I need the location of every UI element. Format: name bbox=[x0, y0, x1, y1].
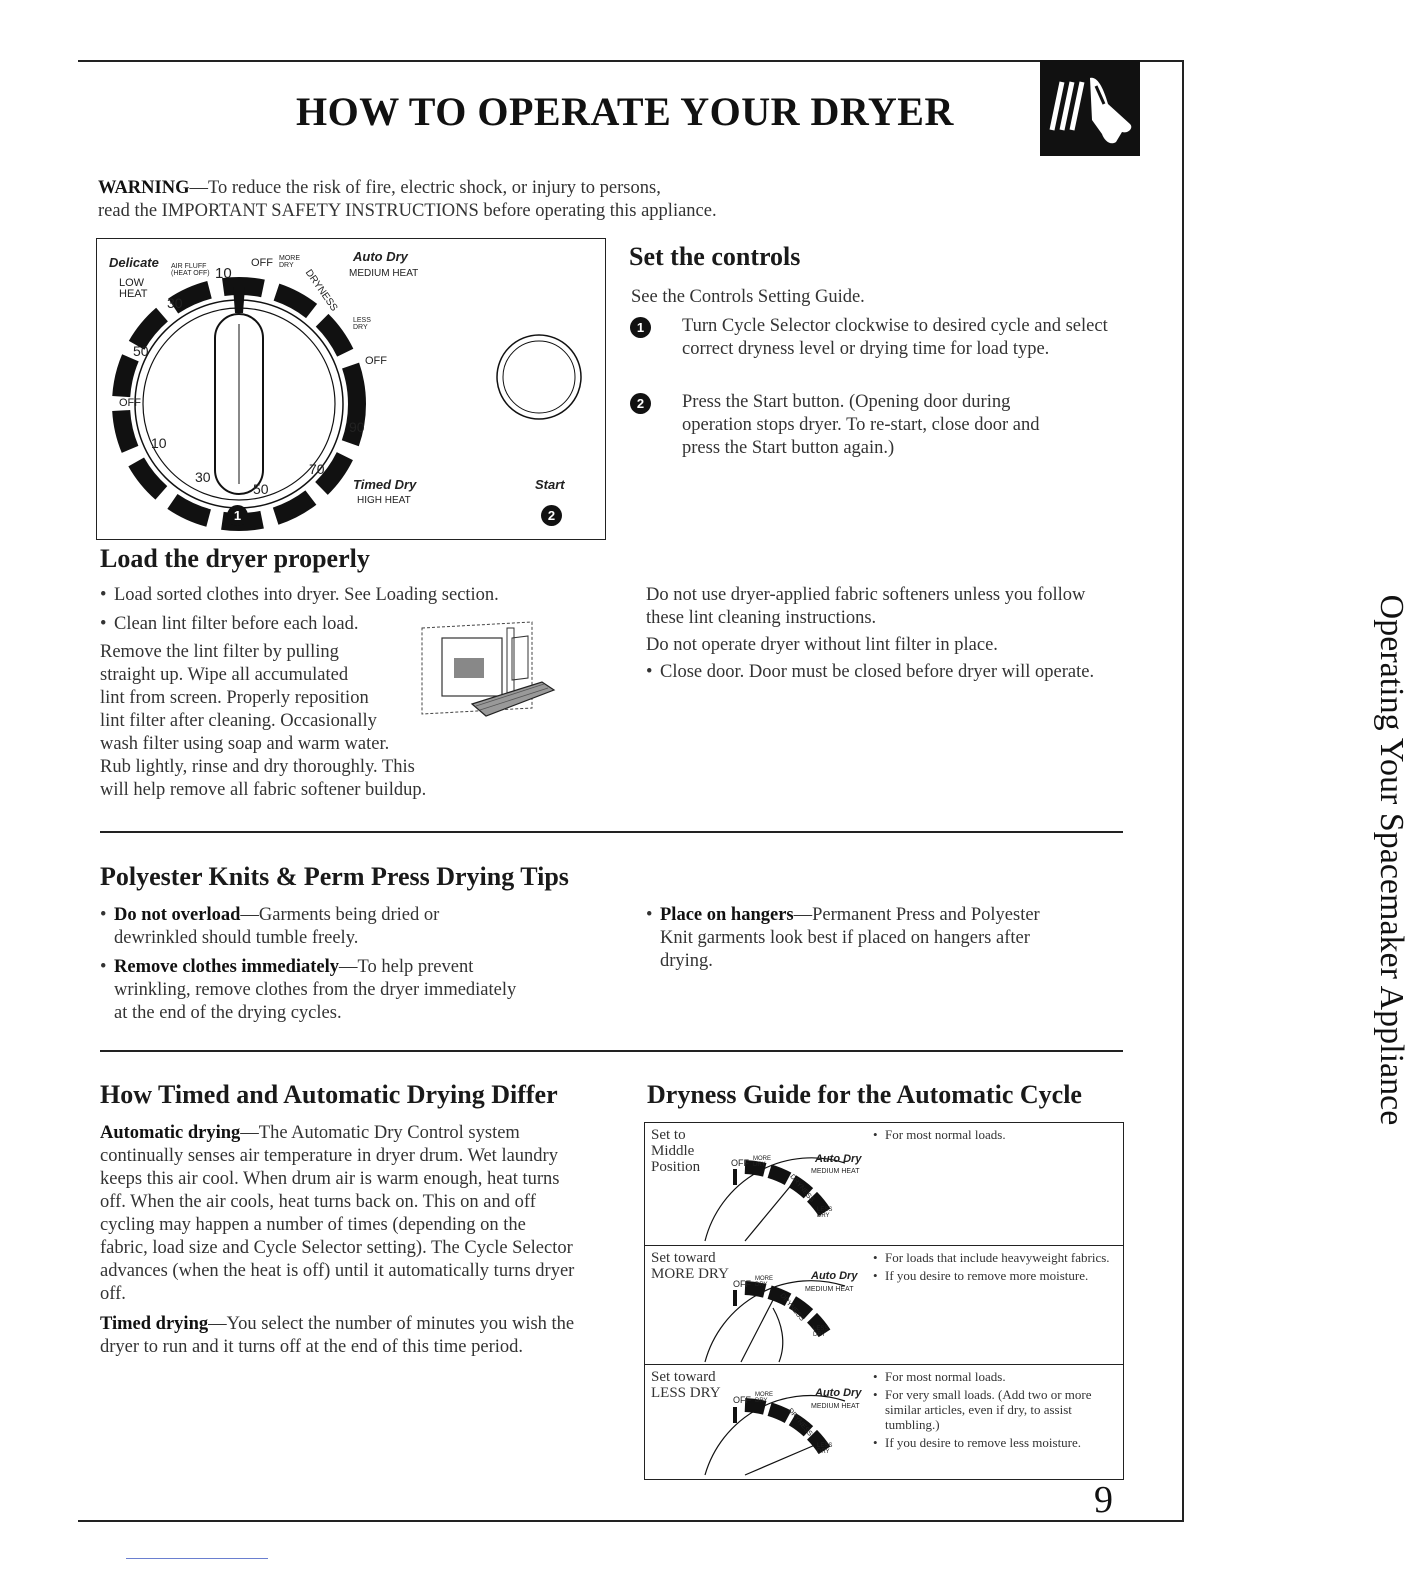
overload-text: —Garments being dried or dewrinkled should tumble freely. bbox=[114, 905, 440, 948]
automatic-drying-lead: Automatic drying bbox=[100, 1123, 241, 1143]
control-panel-diagram bbox=[96, 238, 606, 540]
load-bullet-1: • Load sorted clothes into dryer. See Loading section. bbox=[100, 584, 580, 607]
dial-2-medium: MEDIUM HEAT bbox=[805, 1286, 854, 1293]
dial-2-auto: Auto Dry bbox=[811, 1270, 858, 1282]
timed-dry-label: Timed Dry bbox=[353, 477, 417, 492]
timed-auto-heading: How Timed and Automatic Drying Differ bbox=[100, 1080, 558, 1109]
timed-auto-body bbox=[100, 1122, 578, 1359]
more-dry-label: MORE DRY bbox=[279, 255, 300, 269]
polyester-tip-2 bbox=[100, 956, 520, 1025]
medium-heat-label: MEDIUM HEAT bbox=[349, 268, 419, 279]
marker-1: 1 bbox=[227, 505, 248, 526]
set-controls-intro: See the Controls Setting Guide. bbox=[631, 287, 865, 307]
step-1-text: Turn Cycle Selector clockwise to desired cycle and select correct dryness level or drying time for load type. bbox=[682, 316, 1108, 359]
dryness-row-2-label: Set toward MORE DRY bbox=[651, 1250, 729, 1282]
dryness-row-2-notes bbox=[873, 1250, 1121, 1286]
dryness-row-1-note-1: • For most normal loads. bbox=[873, 1127, 1121, 1142]
dial-1-medium: MEDIUM HEAT bbox=[811, 1168, 860, 1175]
hand-pointer-icon bbox=[1040, 60, 1140, 156]
remove-lead: Remove clothes immediately bbox=[114, 957, 340, 977]
lint-line-6: Rub lightly, rinse and dry thoroughly. This bbox=[100, 757, 415, 777]
dial-3-auto: Auto Dry bbox=[815, 1387, 862, 1399]
side-tab-text: Operating Your Spacemaker Appliance bbox=[1373, 594, 1410, 1126]
load-dryer-heading: Load the dryer properly bbox=[100, 544, 370, 573]
high-heat-label: HIGH HEAT bbox=[357, 495, 411, 506]
step-2-marker: 2 bbox=[630, 393, 651, 414]
automatic-drying-text: —The Automatic Dry Control system continually senses air temperature in dryer drum. Wet laundry keeps this air cool. When drum air is warm enough, heat turns off. When the air cools, heat turns back on. This on and off cycling may happen a number of times (depending on the fabric, load size and Cycle Selector setting). The Cycle Selector advances (when the heat is off) until it automatically turns dryer off. bbox=[100, 1123, 575, 1304]
dial-3-more: MORE DRY bbox=[755, 1392, 773, 1404]
dial-2-less: LESS DRY bbox=[813, 1326, 829, 1338]
auto-dry-label: Auto Dry bbox=[353, 249, 408, 264]
section-divider-1 bbox=[100, 831, 1123, 833]
low-heat-label-1: LOW bbox=[119, 277, 145, 289]
set-controls-heading: Set the controls bbox=[629, 242, 801, 271]
timed-drying-text: —You select the number of minutes you wish the dryer to run and it turns off at the end of this time period. bbox=[100, 1314, 575, 1357]
timed-drying-paragraph bbox=[100, 1313, 578, 1359]
load-dryer-right-column bbox=[646, 584, 1106, 684]
dryness-row-middle bbox=[645, 1123, 1123, 1246]
polyester-tip-3 bbox=[646, 904, 1046, 973]
footer-link-line bbox=[126, 1558, 268, 1559]
hangers-lead: Place on hangers bbox=[660, 905, 794, 925]
dryness-row-1-notes bbox=[873, 1127, 1121, 1145]
top-rule bbox=[78, 60, 1184, 62]
page-number: 9 bbox=[1094, 1479, 1113, 1521]
page-title: HOW TO OPERATE YOUR DRYER bbox=[296, 89, 954, 134]
off-top-label: OFF bbox=[251, 257, 273, 269]
less-dry-label: LESS DRY bbox=[353, 317, 371, 331]
overload-lead: Do not overload bbox=[114, 905, 241, 925]
polyester-tip-1 bbox=[100, 904, 520, 950]
dryness-guide-heading: Dryness Guide for the Automatic Cycle bbox=[647, 1080, 1082, 1109]
lint-line-2: straight up. Wipe all accumulated bbox=[100, 665, 349, 685]
dryness-row-1-label: Set to Middle Position bbox=[651, 1127, 701, 1175]
ninety-label: 90 bbox=[349, 419, 365, 435]
thirty-left-label: 30 bbox=[167, 295, 183, 311]
warning-text bbox=[98, 177, 1018, 223]
fabric-softener-note: Do not use dryer-applied fabric softeners unless you follow these lint cleaning instructions. bbox=[646, 585, 1086, 628]
right-frame-rule bbox=[1182, 60, 1184, 1522]
section-divider-2 bbox=[100, 1050, 1123, 1052]
polyester-left-column bbox=[100, 904, 520, 1025]
dryness-guide-table bbox=[644, 1122, 1124, 1480]
dial-3-medium: MEDIUM HEAT bbox=[811, 1403, 860, 1410]
load-bullet-2: • Clean lint filter before each load. bbox=[100, 613, 580, 636]
fifty-left-label: 50 bbox=[133, 343, 149, 359]
lint-line-7: will help remove all fabric softener buildup. bbox=[100, 780, 427, 800]
dial-1-more: MORE DRY bbox=[753, 1156, 771, 1168]
timed-drying-lead: Timed drying bbox=[100, 1314, 209, 1334]
polyester-right-column bbox=[646, 904, 1046, 973]
dial-3-off: OFF bbox=[733, 1395, 751, 1405]
dryness-row-more bbox=[645, 1246, 1123, 1365]
bottom-rule bbox=[78, 1520, 1184, 1522]
polyester-heading: Polyester Knits & Perm Press Drying Tips bbox=[100, 862, 569, 891]
lint-filter-illustration bbox=[412, 618, 562, 740]
step-1-marker: 1 bbox=[630, 317, 651, 338]
ten-bottom-label: 10 bbox=[151, 435, 167, 451]
seventy-label: 70 bbox=[309, 461, 325, 477]
dryness-label: DRYNESS bbox=[302, 267, 340, 314]
off-left-label: OFF bbox=[119, 397, 141, 409]
dryness-row-less bbox=[645, 1365, 1123, 1478]
lint-line-1: Remove the lint filter by pulling bbox=[100, 642, 339, 662]
dial-2-more: MORE DRY bbox=[755, 1276, 773, 1288]
lint-line-3: lint from screen. Properly reposition bbox=[100, 688, 369, 708]
start-label: Start bbox=[535, 477, 565, 492]
dryness-row-2-note-2: • If you desire to remove more moisture. bbox=[873, 1268, 1121, 1283]
ten-top-label: 10 bbox=[215, 265, 232, 282]
automatic-drying-paragraph bbox=[100, 1122, 578, 1306]
warning-line-1: —To reduce the risk of fire, electric shock, or injury to persons, bbox=[189, 178, 661, 198]
dryness-row-3-label: Set toward LESS DRY bbox=[651, 1369, 721, 1401]
dryness-dial-1 bbox=[675, 1123, 875, 1243]
dryness-dial-3 bbox=[675, 1365, 875, 1477]
off-right-label: OFF bbox=[365, 355, 387, 367]
fifty-bottom-label: 50 bbox=[253, 481, 269, 497]
dial-1-dryness: DRYNESS bbox=[788, 1173, 816, 1204]
air-fluff-label: AIR FLUFF bbox=[171, 263, 207, 270]
hangers-text: —Permanent Press and Polyester Knit garments look best if placed on hangers after drying. bbox=[660, 905, 1040, 971]
warning-lead: WARNING bbox=[98, 178, 190, 198]
dryness-dial-2 bbox=[675, 1246, 875, 1364]
step-2-text: Press the Start button. (Opening door during operation stops dryer. To re-start, close door and press the Start button again.) bbox=[682, 392, 1040, 458]
dryness-row-3-note-2: • For very small loads. (Add two or more similar articles, even if dry, to assist tumbling.) bbox=[873, 1387, 1121, 1432]
dial-2-off: OFF bbox=[733, 1279, 751, 1289]
dial-3-less: LESS DRY bbox=[817, 1443, 833, 1455]
dryness-row-2-note-1: • For loads that include heavyweight fabrics. bbox=[873, 1250, 1121, 1265]
thirty-bottom-label: 30 bbox=[195, 469, 211, 485]
dial-2-dryness: DRYNESS bbox=[778, 1292, 806, 1323]
heat-off-label: (HEAT OFF) bbox=[171, 270, 210, 277]
dryness-row-3-notes bbox=[873, 1369, 1121, 1453]
low-heat-label-2: HEAT bbox=[119, 288, 148, 300]
dryness-row-3-note-3: • If you desire to remove less moisture. bbox=[873, 1435, 1121, 1450]
close-door-note: • Close door. Door must be closed before dryer will operate. bbox=[646, 661, 1106, 684]
remove-text: —To help prevent wrinkling, remove clothes from the dryer immediately at the end of the drying cycles. bbox=[114, 957, 517, 1023]
dial-1-auto: Auto Dry bbox=[815, 1153, 862, 1165]
dryness-row-3-note-1: • For most normal loads. bbox=[873, 1369, 1121, 1384]
dial-1-off: OFF bbox=[731, 1158, 749, 1168]
lint-line-5: wash filter using soap and warm water. bbox=[100, 734, 390, 754]
marker-2: 2 bbox=[541, 505, 562, 526]
lint-line-4: lint filter after cleaning. Occasionally bbox=[100, 711, 377, 731]
dial-3-dryness: DRYNESS bbox=[786, 1407, 814, 1438]
warning-line-2: read the IMPORTANT SAFETY INSTRUCTIONS before operating this appliance. bbox=[98, 201, 717, 221]
dial-1-less: LESS DRY bbox=[817, 1207, 833, 1219]
delicate-label: Delicate bbox=[109, 255, 159, 270]
lint-filter-note: Do not operate dryer without lint filter in place. bbox=[646, 635, 998, 655]
